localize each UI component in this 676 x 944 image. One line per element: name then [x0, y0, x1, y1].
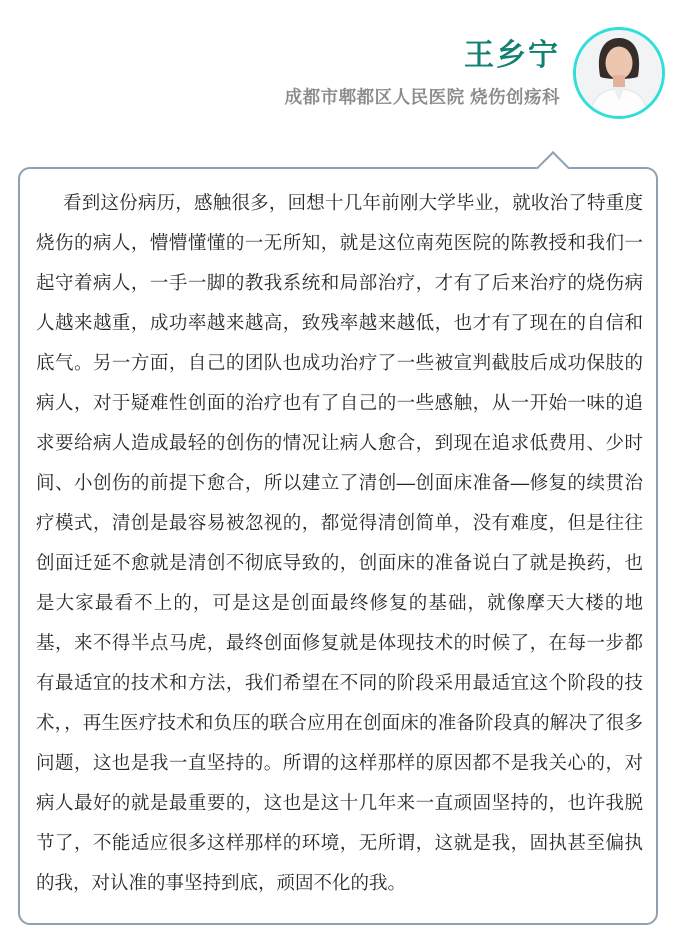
doctor-portrait-image: [576, 30, 662, 116]
doctor-affiliation: 成都市郫都区人民医院 烧伤创疡科: [284, 87, 560, 107]
doctor-avatar[interactable]: [573, 27, 665, 119]
comment-bubble: [18, 167, 658, 925]
doctor-name[interactable]: 王乡宁: [464, 39, 560, 72]
comment-text: 看到这份病历，感触很多，回想十几年前刚大学毕业，就收治了特重度烧伤的病人，懵懵懂懂的一无所知，就是这位南苑医院的陈教授和我们一起守着病人，一手一脚的教我系统和局部治疗，才有了后来治疗的烧伤病人越来越重，成功率越来越高，致残率越来越低，也才有了现在的自信和底气。另一方面，自己的团队也成功治疗了一些被宣判截肢后成功保肢的病人，对于疑难性创面的治疗也有了自己的一些感触，从一开始一味的追求要给病人造成最轻的创伤的情况让病人愈合，到现在追求低费用、少时间、小创伤的前提下愈合，所以建立了清创—创面床准备—修复的续贯治疗模式，清创是最容易被忽视的，都觉得清创简单，没有难度，但是往往创面迁延不愈就是清创不彻底导致的，创面床的准备说白了就是换药，也是大家最看不上的，可是这是创面最终修复的基础，就像摩天大楼的地基，来不得半点马虎，最终创面修复就是体现技术的时候了，在每一步都有最适宜的技术和方法，我们希望在不同的阶段采用最适宜这个阶段的技术，，再生医疗技术和负压的联合应用在创面床的准备阶段真的解决了很多问题，这也是我一直坚持的。所谓的这样那样的原因都不是我关心的，对病人最好的就是最重要的，这也是这十几年来一直顽固坚持的，也许我脱节了，不能适应很多这样那样的环境，无所谓，这就是我，固执甚至偏执的我，对认准的事坚持到底，顽固不化的我。: [36, 192, 643, 893]
